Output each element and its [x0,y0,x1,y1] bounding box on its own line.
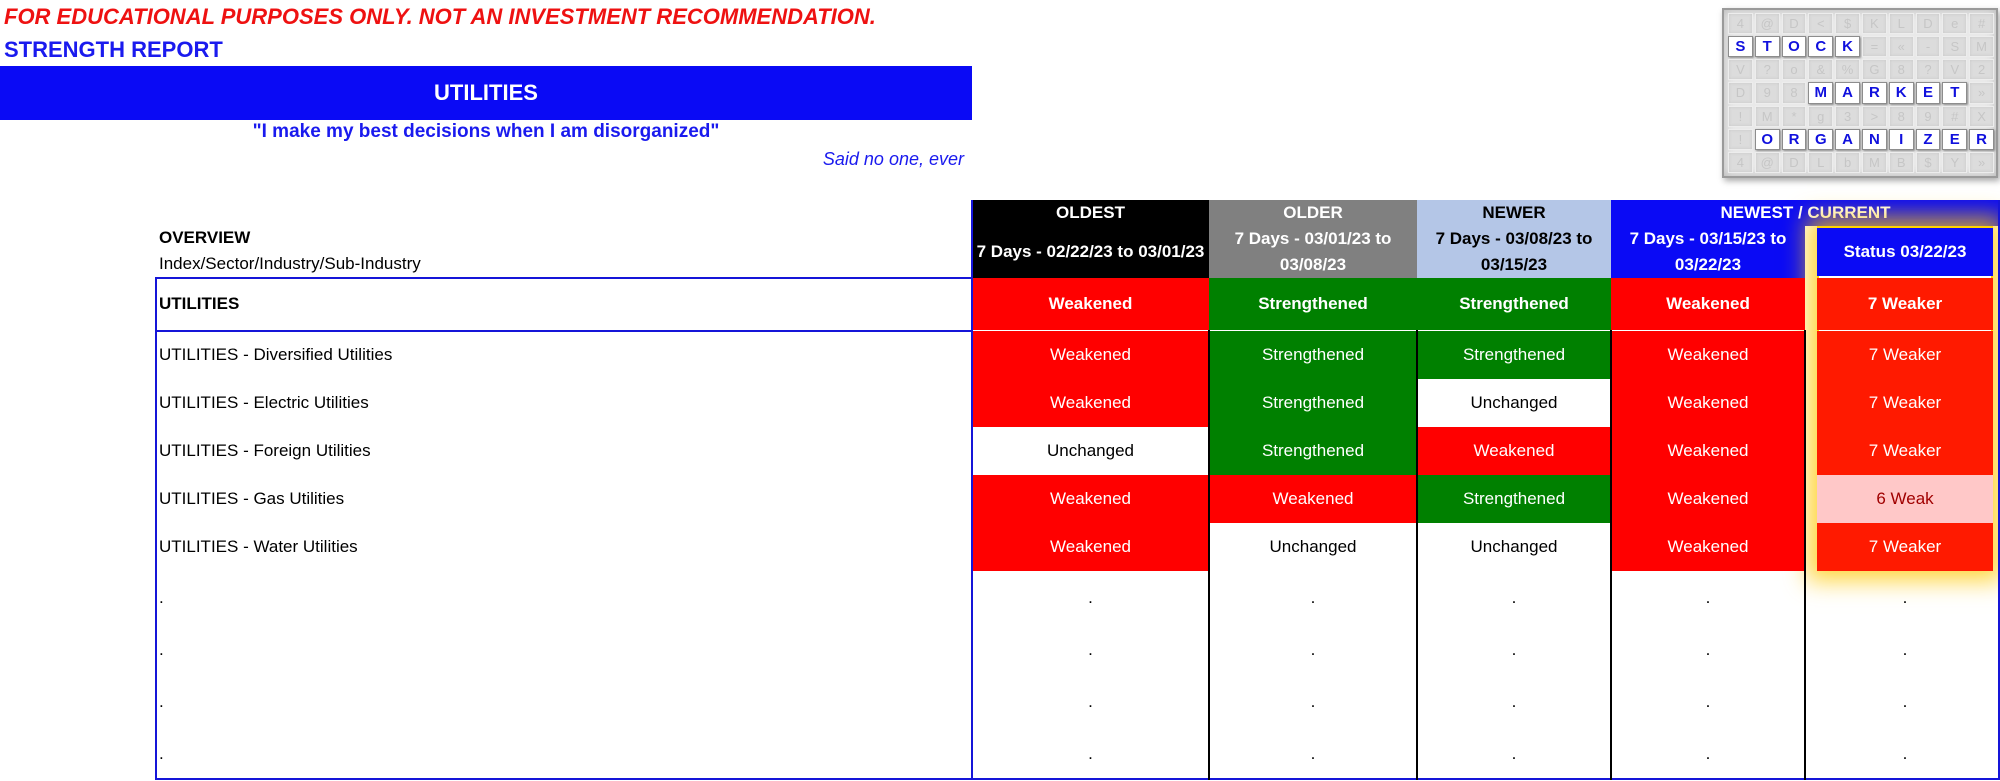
industry-row-label: UTILITIES - Water Utilities [159,537,358,556]
strength-cell: Unchanged [1417,379,1611,427]
logo-letter: = [1862,36,1887,57]
column-period-newest: 7 Days - 03/15/23 to 03/22/23 [1611,226,1805,278]
strength-cell: Weakened [1209,475,1417,523]
placeholder-cell: . [1705,692,1711,711]
strength-cell: Strengthened [1417,331,1611,379]
placeholder-cell: . [1310,588,1316,607]
logo-letter: M [1969,36,1994,57]
placeholder-cell: . [1310,692,1316,711]
strength-cell: Strengthened [1209,379,1417,427]
logo-letter: ? [1755,59,1780,80]
logo-letter-highlight: R [1969,129,1994,150]
logo-letter: L [1808,152,1833,173]
column-divider-2 [1416,330,1418,780]
logo-letter: # [1942,106,1967,127]
strength-cell: Weakened [972,523,1209,571]
logo-letter-highlight: E [1942,129,1967,150]
disclaimer: FOR EDUCATIONAL PURPOSES ONLY. NOT AN INVESTMENT RECOMMENDATION. [4,4,876,29]
industry-row-label: UTILITIES - Gas Utilities [159,489,345,508]
logo-letter: 3 [1835,106,1860,127]
logo-letter: e [1942,13,1967,34]
logo-letter: ? [1916,59,1941,80]
strength-cell: Weakened [1611,331,1805,379]
logo-letter: « [1889,36,1914,57]
logo-letter: K [1862,13,1887,34]
report-title: STRENGTH REPORT [4,37,223,62]
logo-letter: » [1969,152,1994,173]
placeholder-cell: . [1088,588,1093,607]
placeholder-cell: . [1511,640,1517,659]
placeholder-cell: . [1310,744,1316,763]
placeholder-cell: . [1705,744,1711,763]
strength-cell: Strengthened [1417,475,1611,523]
logo-letter-highlight: E [1916,82,1941,103]
placeholder-cell: . [1511,588,1517,607]
column-period-older: 7 Days - 03/01/23 to 03/08/23 [1209,226,1417,278]
strength-cell: Weakened [972,475,1209,523]
logo-letter: X [1969,106,1994,127]
logo-letter: ! [1728,106,1753,127]
logo-letter-highlight: A [1835,82,1860,103]
column-header-newer: NEWER [1417,200,1611,226]
logo-letter: V [1942,59,1967,80]
logo-letter-highlight: T [1942,82,1967,103]
logo-letter: G [1862,59,1887,80]
column-header-oldest: OLDEST [972,200,1209,226]
logo-letter: # [1969,13,1994,34]
placeholder-cell: . [1088,744,1093,763]
logo-letter-highlight: N [1862,129,1887,150]
placeholder-cell: . [1902,640,1908,659]
strength-cell: Weakened [1611,523,1805,571]
logo-letter-highlight: R [1862,82,1887,103]
industry-row-label: UTILITIES - Foreign Utilities [159,441,371,460]
strength-cell: Unchanged [972,427,1209,475]
strength-cell: Unchanged [1209,523,1417,571]
placeholder-row-label: . [159,640,164,659]
strength-cell: Weakened [1611,475,1805,523]
strength-cell: Strengthened [1209,331,1417,379]
logo-letter: 8 [1782,82,1807,103]
overview-title: OVERVIEW [159,228,251,247]
placeholder-row-label: . [159,744,164,763]
logo-letter-highlight: O [1755,129,1780,150]
strength-cell: Weakened [1417,427,1611,475]
sector-row-label: UTILITIES [159,294,240,313]
placeholder-cell: . [1902,588,1908,607]
industry-row-label: UTILITIES - Electric Utilities [159,393,369,412]
status-cell: 7 Weaker [1817,427,1993,475]
column-header-newest: NEWEST / CURRENT [1611,200,2000,226]
column-header-older: OLDER [1209,200,1417,226]
logo-letter-highlight: S [1728,36,1753,57]
strength-cell: Weakened [972,379,1209,427]
logo-letter-highlight: K [1835,36,1860,57]
logo-letter: < [1808,13,1833,34]
industry-row-label: UTILITIES - Diversified Utilities [159,345,393,364]
placeholder-cell: . [1902,744,1908,763]
logo-letter: Y [1942,152,1967,173]
placeholder-cell: . [1511,692,1517,711]
logo-letter-highlight: T [1755,36,1780,57]
logo-letter: % [1835,59,1860,80]
logo-letter: g [1808,106,1833,127]
logo-letter: @ [1755,13,1780,34]
logo-letter: D [1782,152,1807,173]
column-divider-4 [1804,330,1806,780]
logo-letter: - [1916,36,1941,57]
sector-row-border [155,330,972,332]
logo-letter: o [1782,59,1807,80]
strength-cell: Weakened [972,331,1209,379]
placeholder-cell: . [1705,640,1711,659]
status-cell: 7 Weaker [1817,331,1993,379]
logo-letter: $ [1835,13,1860,34]
strength-cell: Weakened [1611,427,1805,475]
logo-letter: > [1862,106,1887,127]
column-divider-3 [1610,330,1612,780]
sector-banner: UTILITIES [0,66,972,120]
strength-cell: Strengthened [1209,278,1417,330]
logo-letter: @ [1755,152,1780,173]
logo-letter: & [1808,59,1833,80]
placeholder-row-label: . [159,692,164,711]
logo-letter: $ [1916,152,1941,173]
status-cell: 7 Weaker [1817,379,1993,427]
strength-cell: Weakened [1611,379,1805,427]
placeholder-cell: . [1705,588,1711,607]
quote-attribution: Said no one, ever [822,149,964,169]
table-bottom-border [155,778,2000,780]
logo-letter-highlight: Z [1916,129,1941,150]
logo-letter: D [1916,13,1941,34]
logo-letter: B [1889,152,1914,173]
logo-letter-highlight: O [1782,36,1807,57]
placeholder-cell: . [1310,640,1316,659]
strength-cell: Weakened [972,278,1209,330]
logo-letter: 8 [1889,59,1914,80]
column-divider-1 [1208,330,1210,780]
label-column-border [971,200,973,780]
quote: "I make my best decisions when I am disorganized" [252,121,720,142]
table-left-border [155,277,157,780]
logo-letter-highlight: K [1889,82,1914,103]
column-period-oldest: 7 Days - 02/22/23 to 03/01/23 [972,226,1209,278]
status-cell: 6 Weak [1817,475,1993,523]
logo-letter: 2 [1969,59,1994,80]
logo-letter: 4 [1728,152,1753,173]
strength-cell: Unchanged [1417,523,1611,571]
status-cell: 7 Weaker [1817,278,1993,330]
logo-letter-highlight: R [1782,129,1807,150]
logo-letter: 9 [1755,82,1780,103]
logo-letter: D [1728,82,1753,103]
logo-letter: S [1942,36,1967,57]
logo-letter: M [1862,152,1887,173]
placeholder-cell: . [1088,692,1093,711]
column-period-newer: 7 Days - 03/08/23 to 03/15/23 [1417,226,1611,278]
logo-letter: D [1782,13,1807,34]
strength-cell: Strengthened [1209,427,1417,475]
placeholder-cell: . [1511,744,1517,763]
logo-letter: M [1755,106,1780,127]
logo-letter-highlight: A [1835,129,1860,150]
logo-letter: 9 [1916,106,1941,127]
logo-letter-highlight: G [1808,129,1833,150]
table-top-border [155,277,972,279]
column-status-header: Status 03/22/23 [1817,228,1993,276]
logo-letter: 4 [1728,13,1753,34]
logo-letter: * [1782,106,1807,127]
placeholder-cell: . [1902,692,1908,711]
logo-letter-grid [1728,13,1994,173]
status-cell: 7 Weaker [1817,523,1993,571]
logo-letter: ! [1728,129,1753,150]
logo-letter-highlight: M [1808,82,1833,103]
logo-letter: V [1728,59,1753,80]
overview-subtitle: Index/Sector/Industry/Sub-Industry [159,254,421,273]
placeholder-row-label: . [159,588,164,607]
logo-letter: b [1835,152,1860,173]
strength-cell: Weakened [1611,278,1805,330]
placeholder-cell: . [1088,640,1093,659]
strength-cell: Strengthened [1417,278,1611,330]
logo-letter-highlight: I [1889,129,1914,150]
logo-letter: L [1889,13,1914,34]
stock-market-organizer-logo [1722,8,1998,178]
logo-letter: » [1969,82,1994,103]
logo-letter-highlight: C [1808,36,1833,57]
logo-letter: 8 [1889,106,1914,127]
